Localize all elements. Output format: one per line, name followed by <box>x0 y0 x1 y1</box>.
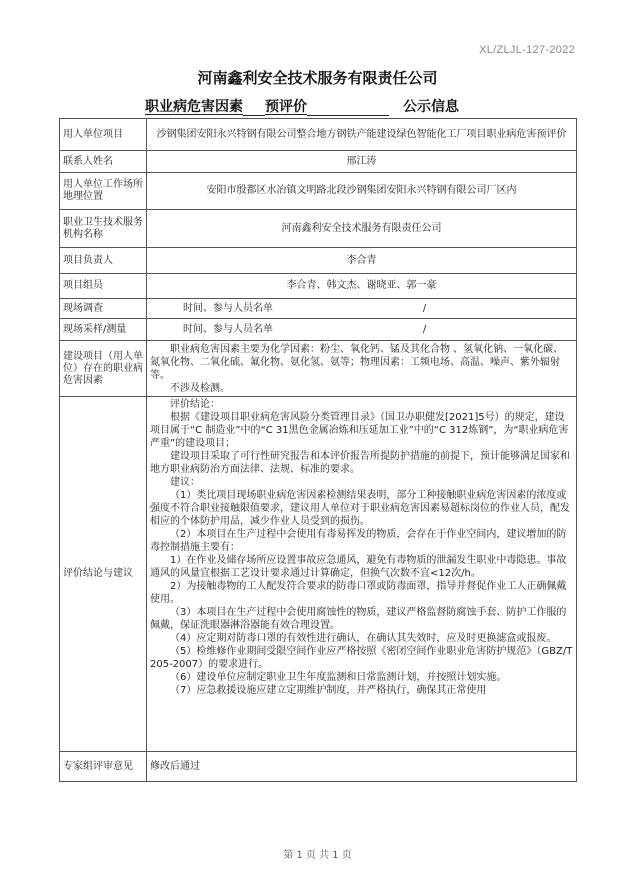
label-expert: 专家组评审意见 <box>60 752 147 782</box>
conclusion-paragraph: 建设项目采取了可行性研究报告和本评价报告所提防护措施的前提下，预计能够满足国家和地方职业病防治方面法律、法规、标准的要求。 <box>150 451 570 475</box>
document-number: XL/ZLJL-127-2022 <box>479 44 575 56</box>
value-sampling: / <box>422 323 427 335</box>
conclusion-paragraph: （7）应急救援设施应建立定期维护制度，并严格执行，确保其正常使用 <box>170 685 487 696</box>
company-title: 河南鑫利安全技术服务有限责任公司 <box>197 69 438 87</box>
row-address <box>60 173 577 210</box>
conclusion-paragraph: （1）类比项目现场职业病危害因素检测结果表明，部分工种接触职业病危害因素的浓度或强度不符合职业接触限值要求，建议用人单位对于职业病危害因素易超标岗位的作业人员，配发相应的个体防护用品，减少作业人员受到的损伤。 <box>150 490 570 527</box>
label-sampling: 现场采样/测量 <box>60 319 147 341</box>
value-leader: 李合青 <box>147 248 577 274</box>
row-org <box>60 210 577 248</box>
conclusion-paragraph: 评价结论： <box>170 399 220 410</box>
label-leader: 项目负责人 <box>60 248 147 274</box>
row-expert <box>60 752 577 782</box>
row-conclusion <box>60 397 577 752</box>
conclusion-paragraph: （3）本项目在生产过程中会使用腐蚀性的物质，建议严格监督防腐蚀手套、防护工作服的佩戴，保证洗眼器淋浴器能有效合理设置。 <box>150 607 567 631</box>
row-members <box>60 274 577 299</box>
row-sampling <box>60 319 577 341</box>
hazards-note: 不涉及检测。 <box>170 382 230 394</box>
info-table <box>59 118 577 782</box>
survey-sub-label: 时间、参与人员名单 <box>183 302 273 314</box>
subtitle-part2: 预评价 <box>265 99 307 115</box>
conclusion-paragraph: （5）检维修作业期间受限空间作业应严格按照《密闭空间作业职业危害防护规范》（GBZ/T 205-2007）的要求进行。 <box>150 646 573 670</box>
label-conclusion: 评价结论与建议 <box>60 397 147 752</box>
page-footer: 第 1 页 共 1 页 <box>283 850 352 861</box>
value-contact: 邢江涛 <box>147 151 577 173</box>
sampling-sub-label: 时间、参与人员名单 <box>183 323 273 335</box>
page-subtitle <box>145 96 459 116</box>
label-org: 职业卫生技术服务机构名称 <box>60 210 147 248</box>
value-survey: / <box>422 302 427 314</box>
row-survey <box>60 299 577 319</box>
conclusion-paragraph: 根据《建设项目职业病危害风险分类管理目录》（国卫办职健发[2021]5号）的规定，建设项目属于“C 制造业”中的“C 31黑色金属冶炼和压延加工业”中的“C 312炼钢”，为“职业病危害严重”的建设项目； <box>150 412 569 449</box>
row-hazards <box>60 341 577 397</box>
label-contact: 联系人姓名 <box>60 151 147 173</box>
label-survey: 现场调查 <box>60 299 147 319</box>
subtitle-part1: 职业病危害因素 <box>145 99 243 115</box>
value-project: 沙钢集团安阳永兴特钢有限公司整合地方钢铁产能建设绿色智能化工厂项目职业病危害预评价 <box>147 119 577 151</box>
conclusion-paragraph: （6）建设单位应制定职业卫生年度监测和日常监测计划，并按照计划实施。 <box>170 672 507 683</box>
label-project: 用人单位项目 <box>60 119 147 151</box>
conclusion-paragraph: 建议： <box>170 477 200 488</box>
label-members: 项目组员 <box>60 274 147 299</box>
conclusion-paragraph: 1）在作业及储存场所应设置事故应急通风，避免有毒物质的泄漏发生职业中毒隐患。事故通风的风量宜根据工艺设计要求通过计算确定，但换气次数不宜<12次/h。 <box>150 555 567 579</box>
subtitle-part3: 公示信息 <box>403 99 459 115</box>
value-expert: 修改后通过 <box>147 752 577 782</box>
conclusion-paragraph: 2）为接触毒物的工人配发符合要求的防毒口罩或防毒面罩，指导并督促作业工人正确佩戴使用。 <box>150 581 567 605</box>
value-address: 安阳市殷都区水冶镇文明路北段沙钢集团安阳永兴特钢有限公司厂区内 <box>147 173 577 210</box>
row-contact <box>60 151 577 173</box>
value-members: 李合青、韩文杰、谢晓亚、郭一豪 <box>147 274 577 299</box>
label-address: 用人单位工作场所地理位置 <box>60 173 147 210</box>
row-leader <box>60 248 577 274</box>
row-project <box>60 119 577 151</box>
conclusion-paragraph: （2）本项目在生产过程中会使用有毒易挥发的物质，会存在于作业空间内，建议增加的防毒控制措施主要有： <box>150 529 567 553</box>
conclusion-paragraph: （4）应定期对防毒口罩的有效性进行确认，在确认其失效时，应及时更换滤盒或报废。 <box>170 633 557 644</box>
hazards-text: 职业病危害因素主要为化学因素：粉尘、氧化钙、锰及其化合物 、氢氧化钠、一氧化碳、氮氧化物、二氧化硫、氟化物、氨化氢、氨等；物理因素：工频电场、高温、噪声、紫外辐射等。 <box>150 343 564 381</box>
label-hazards: 建设项目（用人单位）存在的职业病危害因素 <box>60 341 147 397</box>
value-org: 河南鑫利安全技术服务有限责任公司 <box>147 210 577 248</box>
